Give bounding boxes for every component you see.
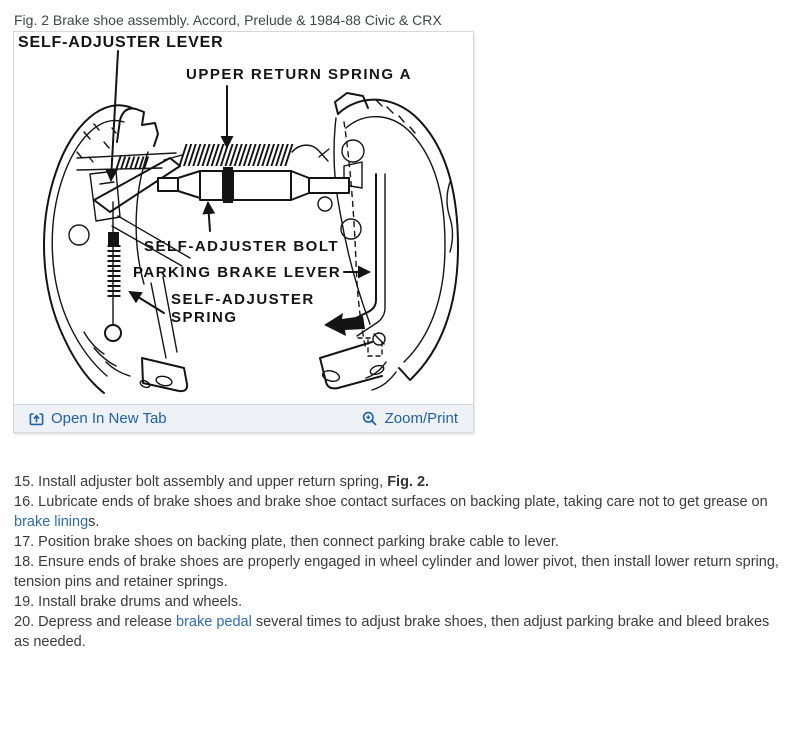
label-parking-brake-lever: PARKING BRAKE LEVER [133,264,342,281]
step-19 [14,592,788,612]
self-adjuster-bolt [158,167,349,203]
label-upper-return-spring: UPPER RETURN SPRING A [186,66,412,83]
zoom-print-icon [362,411,378,427]
label-self-adjuster-bolt: SELF-ADJUSTER BOLT [144,238,340,255]
step-15 [14,472,788,492]
step-text: 17. Position brake shoes on backing plate, then connect parking brake cable to lever. [14,534,559,550]
open-in-new-tab-icon [29,411,44,426]
step-text: 20. Depress and release [14,614,177,630]
step-text: 16. Lubricate ends of brake shoes and brake shoe contact surfaces on backing plate, taking care not to get grease on [14,494,768,510]
zoom-print-label: Zoom/Print [384,410,458,427]
brake-pedal-link[interactable]: brake pedal [176,614,252,630]
step-17 [14,532,788,552]
step-text: 15. Install adjuster bolt assembly and upper return spring, [14,474,388,490]
step-text: s. [88,514,100,530]
step-20 [14,612,788,652]
step-text: 19. Install brake drums and wheels. [14,594,243,610]
step-text: several times to adjust brake shoes, then adjust parking brake and bleed brakes as needed. [14,614,770,650]
zoom-print-link[interactable] [362,410,458,427]
fig-2-reference: Fig. 2. [387,474,430,490]
step-18 [14,552,788,592]
figure-caption: Fig. 2 Brake shoe assembly. Accord, Prelude & 1984-88 Civic & CRX [14,12,442,28]
figure-frame [13,31,474,433]
label-self-adjuster-spring-1: SELF-ADJUSTER [171,291,315,308]
label-self-adjuster-spring-2: SPRING [171,309,238,326]
brake-linings-link[interactable]: brake lining [14,514,89,530]
instruction-list [0,472,800,652]
open-in-new-tab-link[interactable] [29,410,167,427]
step-text: 18. Ensure ends of brake shoes are properly engaged in wheel cylinder and lower pivot, then install lower return spring, tension pins and retainer springs. [14,554,779,590]
figure-toolbar [14,404,473,432]
step-16 [14,492,788,532]
label-self-adjuster-lever: SELF-ADJUSTER LEVER [18,34,224,51]
open-in-new-tab-label: Open In New Tab [51,410,167,427]
brake-shoe-diagram [14,32,473,404]
